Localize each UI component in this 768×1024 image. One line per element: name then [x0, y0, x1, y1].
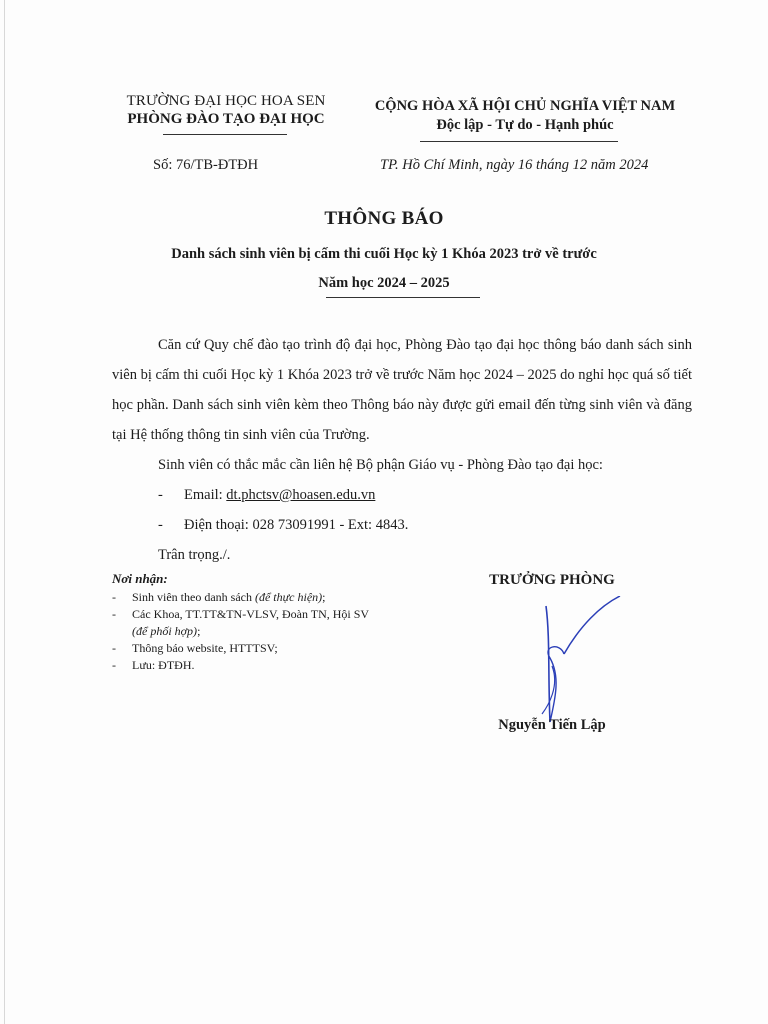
recipient-item	[112, 640, 412, 657]
national-motto: Độc lập - Tự do - Hạnh phúc	[436, 117, 614, 133]
recipients-title: Nơi nhận:	[112, 571, 168, 586]
university-name: TRƯỜNG ĐẠI HỌC HOA SEN	[126, 93, 326, 109]
contact-intro: Sinh viên có thắc mắc cần liên hệ Bộ phận Giáo vụ - Phòng Đào tạo đại học:	[158, 457, 603, 473]
bullet-dash: -	[158, 487, 163, 503]
recipient-dash: -	[112, 641, 116, 655]
bullet-dash: -	[158, 517, 163, 533]
recipients-block	[112, 570, 412, 674]
phone-text: Điện thoại: 028 73091991 - Ext: 4843.	[184, 517, 409, 533]
email-row	[112, 480, 692, 510]
document-title: THÔNG BÁO	[324, 208, 444, 229]
recipient-dash: -	[112, 658, 116, 672]
department-name: PHÒNG ĐÀO TẠO ĐẠI HỌC	[127, 111, 325, 127]
recipient-item	[112, 589, 412, 606]
issuer-block	[112, 92, 340, 128]
signer-position: TRƯỞNG PHÒNG	[489, 572, 615, 588]
recipient-text: Thông báo website, HTTTSV;	[132, 641, 278, 655]
closing-text: Trân trọng./.	[158, 547, 231, 563]
notice-paragraph: Căn cứ Quy chế đào tạo trình độ đại học, Phòng Đào tạo đại học thông báo danh sách sinh viên bị cấm thi cuối Học kỳ 1 Khóa 2023 trở về trước Năm học 2024 – 2025 do nghỉ học quá số tiết học phần. Danh sách sinh viên kèm theo Thông báo này được gửi email đến từng sinh viên và đăng tại Hệ thống thông tin sinh viên của Trường.	[112, 337, 692, 443]
document-number: Số: 76/TB-ĐTĐH	[153, 157, 259, 173]
title-underline	[326, 297, 480, 298]
recipient-note: (để phối hợp)	[132, 624, 198, 638]
recipient-dash: -	[112, 607, 116, 621]
phone-row	[112, 510, 692, 540]
place-and-date: TP. Hồ Chí Minh, ngày 16 tháng 12 năm 2024	[380, 157, 649, 173]
recipient-item	[112, 606, 412, 640]
scan-edge-line	[4, 0, 5, 1024]
motto-underline	[420, 141, 618, 142]
recipient-dash: -	[112, 590, 116, 604]
academic-year: Năm học 2024 – 2025	[318, 275, 450, 291]
recipient-note: (để thực hiện)	[254, 590, 323, 604]
handwritten-signature	[520, 596, 630, 726]
notice-body	[112, 330, 692, 570]
country-name: CỘNG HÒA XÃ HỘI CHỦ NGHĨA VIỆT NAM	[374, 98, 676, 114]
email-link[interactable]: dt.phctsv@hoasen.edu.vn	[226, 487, 376, 503]
document-subtitle: Danh sách sinh viên bị cấm thi cuối Học kỳ 1 Khóa 2023 trở về trước	[171, 246, 597, 262]
national-motto-block	[360, 97, 690, 135]
recipient-end: ;	[322, 590, 326, 604]
recipient-text: Các Khoa, TT.TT&TN-VLSV, Đoàn TN, Hội SV	[132, 607, 369, 621]
issuer-underline	[163, 134, 287, 135]
recipient-text: Lưu: ĐTĐH.	[132, 658, 195, 672]
recipient-end: ;	[197, 624, 201, 638]
signer-name: Nguyễn Tiến Lập	[498, 717, 606, 733]
recipient-text: Sinh viên theo danh sách	[132, 590, 255, 604]
email-label: Email:	[184, 487, 223, 503]
recipient-item	[112, 657, 412, 674]
